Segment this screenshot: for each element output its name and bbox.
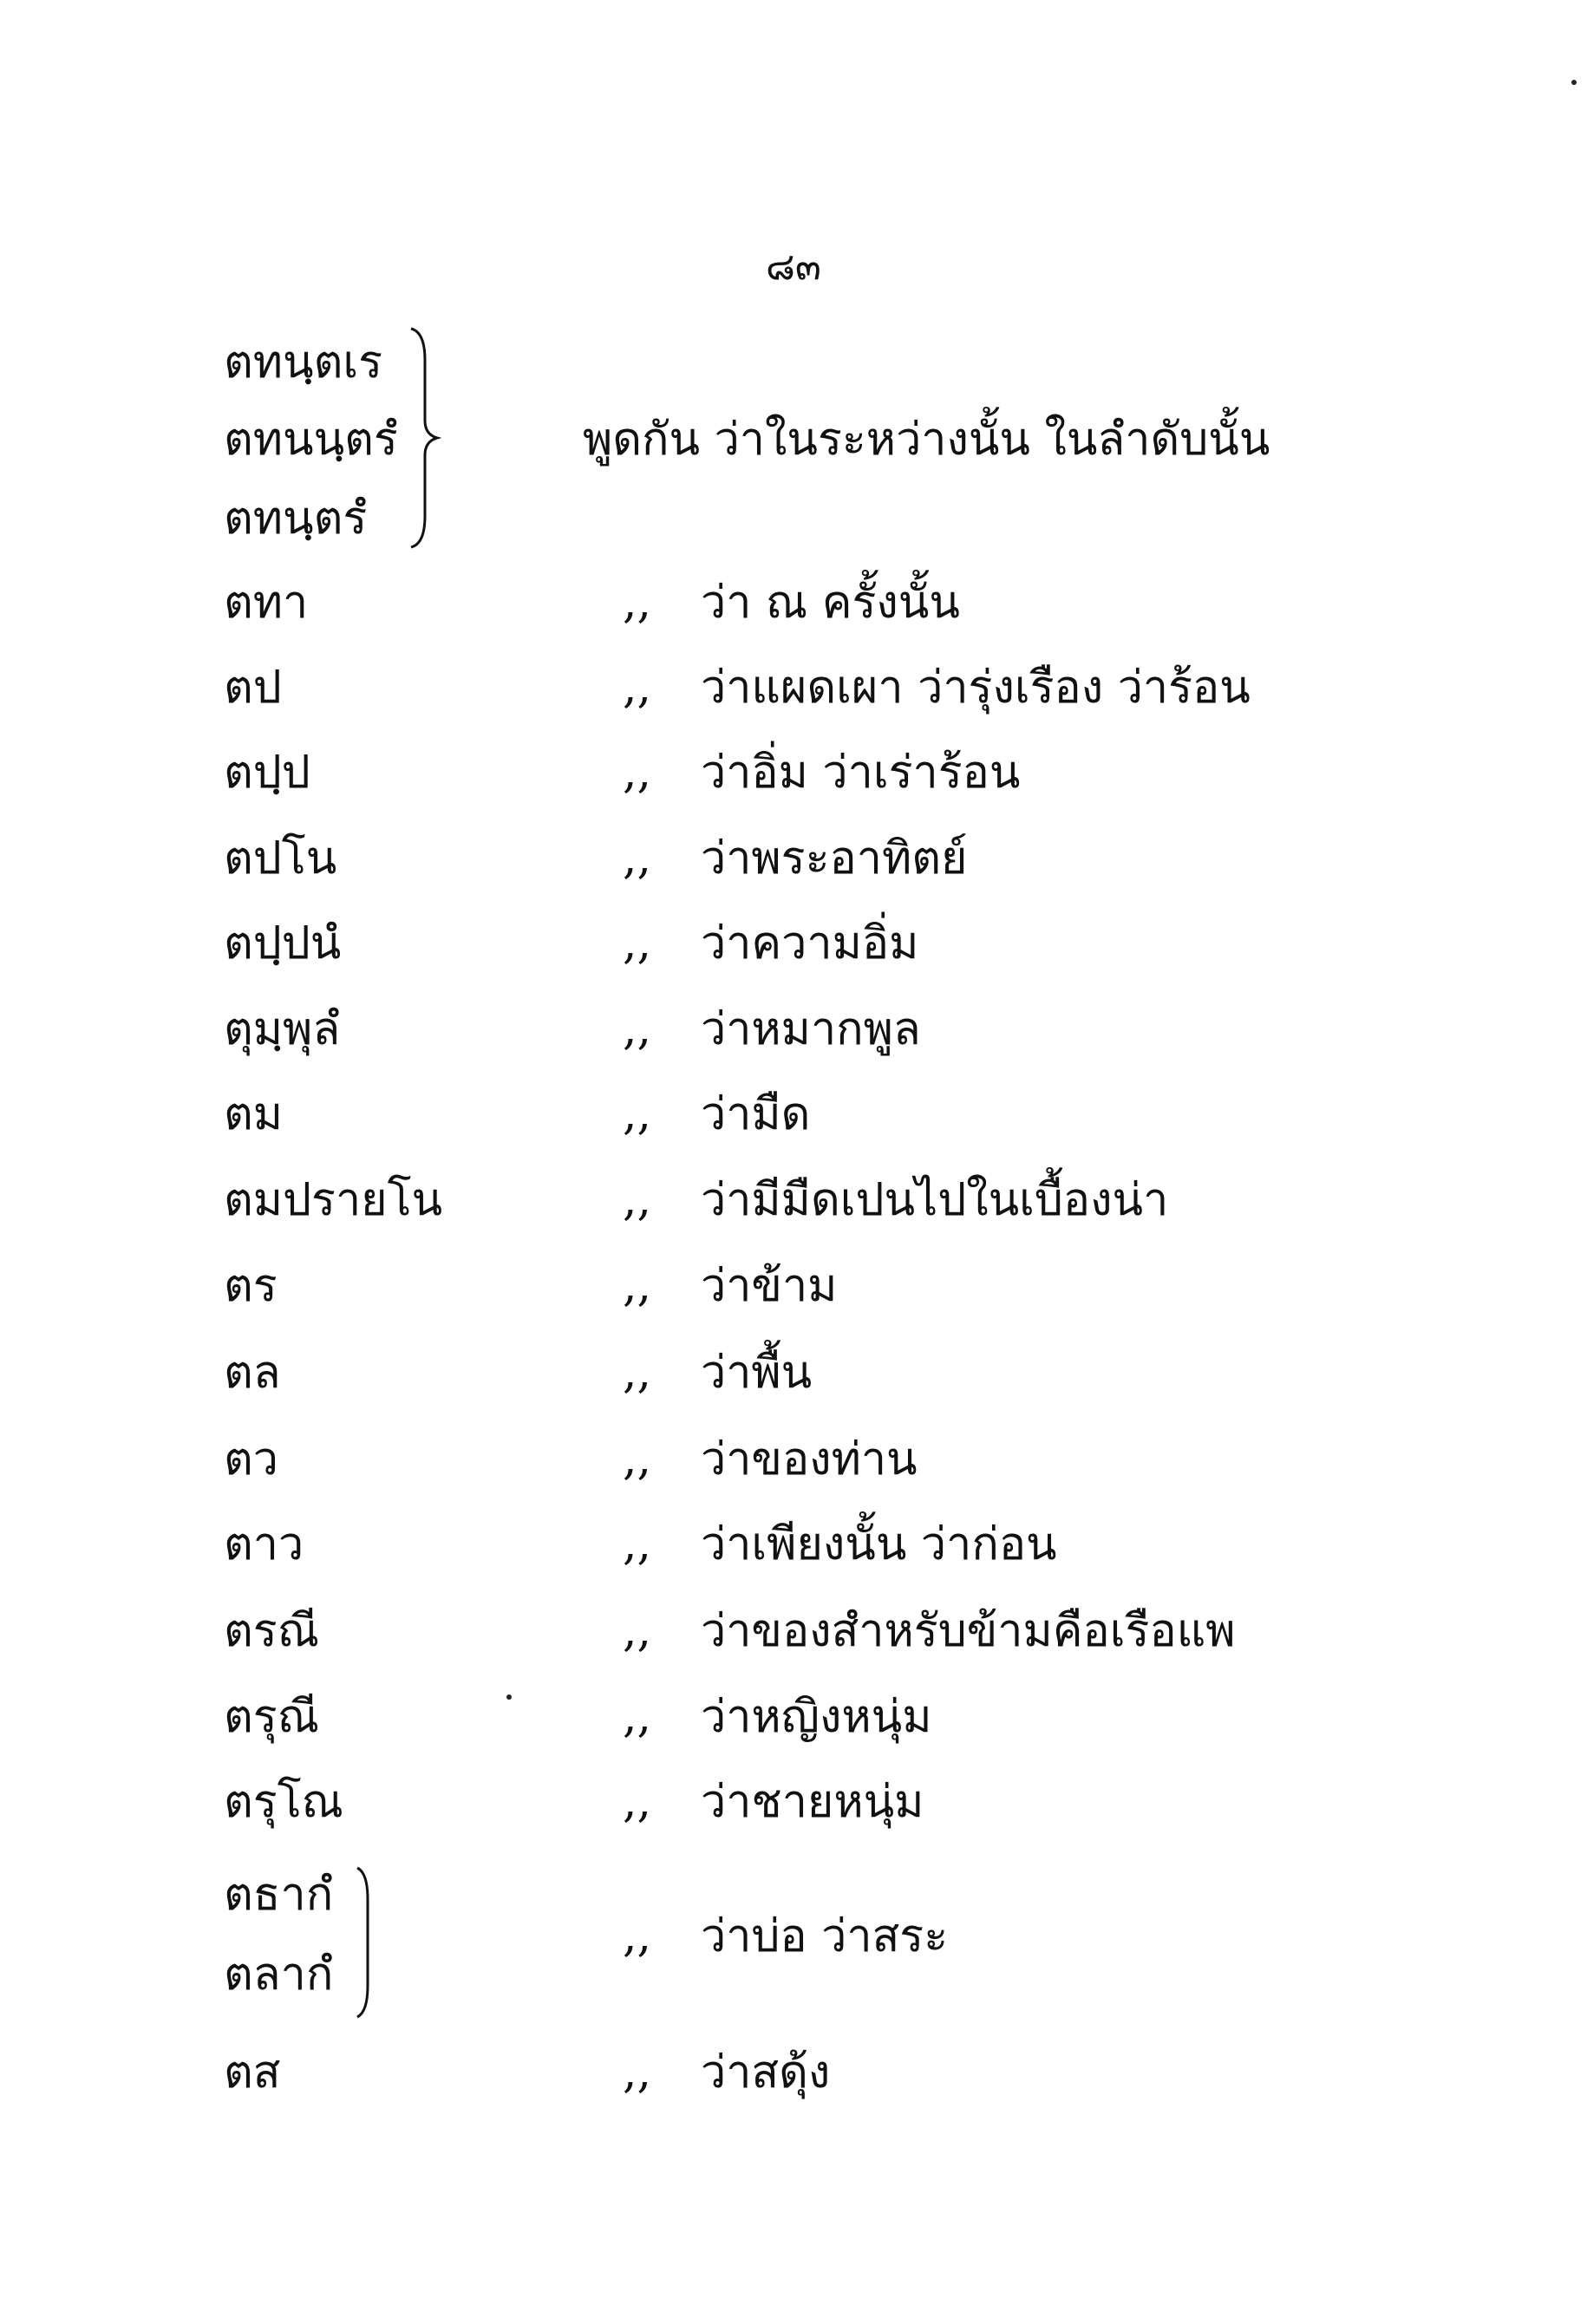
entry-gloss: ว่าความอิ่ม	[701, 917, 919, 969]
entry-row	[0, 1601, 1587, 1679]
entry-term: ตลากํ	[224, 1949, 334, 2001]
group-a-term-row	[0, 332, 1587, 410]
scan-speck	[506, 1694, 512, 1700]
entry-row	[0, 1256, 1587, 1334]
ditto-mark: ,,	[623, 1691, 652, 1743]
entry-row	[0, 913, 1587, 991]
scan-speck	[1571, 80, 1577, 85]
page-number: ๘๓	[765, 245, 822, 289]
entry-term: ตปฺปนํ	[224, 917, 342, 969]
entry-row	[0, 1429, 1587, 1507]
entry-row	[0, 1342, 1587, 1420]
ditto-mark: ,,	[623, 2047, 652, 2099]
ditto-mark: ,,	[623, 1003, 652, 1055]
entry-gloss: ว่ามีมืดเปนไปในเบื้องน่า	[701, 1174, 1169, 1226]
entry-term: ตป	[224, 662, 282, 714]
entry-row	[0, 1170, 1587, 1248]
entry-gloss: ว่าบ่อ ว่าสระ	[701, 1910, 949, 1962]
entry-term: ตทนฺตเร	[224, 336, 383, 388]
ditto-mark: ,,	[623, 577, 652, 629]
group-b-gloss-row	[0, 1906, 1587, 1984]
entry-row	[0, 1772, 1587, 1850]
entry-row	[0, 742, 1587, 820]
entry-term: ตรุโณ	[224, 1776, 343, 1828]
entry-term: ตปโน	[224, 832, 337, 885]
ditto-mark: ,,	[623, 1347, 652, 1399]
ditto-mark: ,,	[623, 917, 652, 969]
ditto-mark: ,,	[623, 662, 652, 714]
entry-term: ตล	[224, 1347, 281, 1399]
entry-term: ตปฺป	[224, 747, 310, 799]
entry-term: ตทา	[224, 577, 309, 629]
entry-gloss: ว่าพระอาทิตย์	[701, 832, 968, 885]
entry-term: ตรุณี	[224, 1691, 319, 1743]
ditto-mark: ,,	[623, 1088, 652, 1140]
ditto-mark: ,,	[623, 1518, 652, 1570]
group-a-term-row	[0, 488, 1587, 566]
entry-term: ตม	[224, 1088, 284, 1140]
entry-gloss: ว่า ณ ครั้งนั้น	[701, 577, 960, 629]
entry-row	[0, 657, 1587, 735]
ditto-mark: ,,	[623, 1174, 652, 1226]
entry-gloss: ว่าอิ่ม ว่าเร่าร้อน	[701, 747, 1021, 799]
entry-row	[0, 999, 1587, 1077]
ditto-mark: ,,	[623, 1910, 652, 1962]
entry-term: ตว	[224, 1433, 278, 1485]
entry-gloss: ว่าพื้น	[701, 1347, 813, 1399]
entry-term: ตธากํ	[224, 1869, 334, 1921]
entry-term: ตทนฺตรํ	[224, 493, 368, 545]
group-a-brace	[408, 325, 442, 551]
entry-term: ตร	[224, 1260, 278, 1312]
entry-gloss: ว่าสดุ้ง	[701, 2047, 831, 2099]
ditto-mark: ,,	[623, 1433, 652, 1485]
entry-term: ตรณี	[224, 1605, 319, 1657]
entry-gloss: ว่าเพียงนั้น ว่าก่อน	[701, 1518, 1057, 1570]
ditto-mark: ,,	[623, 832, 652, 885]
ditto-mark: ,,	[623, 1260, 652, 1312]
entry-row	[0, 1687, 1587, 1765]
entry-gloss: ว่าของสำหรับข้ามคือเรือแพ	[701, 1605, 1236, 1657]
entry-row	[0, 828, 1587, 906]
entry-row	[0, 1514, 1587, 1592]
entry-gloss: ว่าหมากพูล	[701, 1003, 921, 1055]
ditto-mark: ,,	[623, 1605, 652, 1657]
entry-gloss: ว่าชายหนุ่ม	[701, 1776, 924, 1828]
entry-term: ตาว	[224, 1518, 304, 1570]
entry-gloss: ว่าของท่าน	[701, 1433, 918, 1485]
ditto-mark: ,,	[623, 1776, 652, 1828]
entry-row	[0, 572, 1587, 650]
entry-term: ตมปรายโน	[224, 1174, 443, 1226]
entry-gloss: ว่าหญิงหนุ่ม	[701, 1691, 932, 1743]
entry-gloss: ว่าข้าม	[701, 1260, 838, 1312]
entry-row	[0, 1084, 1587, 1162]
entry-term: ตส	[224, 2047, 281, 2099]
entry-gloss: ว่าแผดเผา ว่ารุ่งเรือง ว่าร้อน	[701, 662, 1251, 714]
entry-term: ตทนนฺตรํ	[224, 414, 398, 466]
ditto-mark: ,,	[623, 747, 652, 799]
group-a-term-row	[0, 409, 1587, 487]
entry-gloss: พูดกัน ว่าในระหว่างนั้น ในลำดับนั้น	[583, 414, 1270, 466]
entry-term: ตุมฺพุลํ	[224, 1003, 341, 1055]
entry-gloss: ว่ามืด	[701, 1088, 811, 1140]
entry-row	[0, 2042, 1587, 2120]
